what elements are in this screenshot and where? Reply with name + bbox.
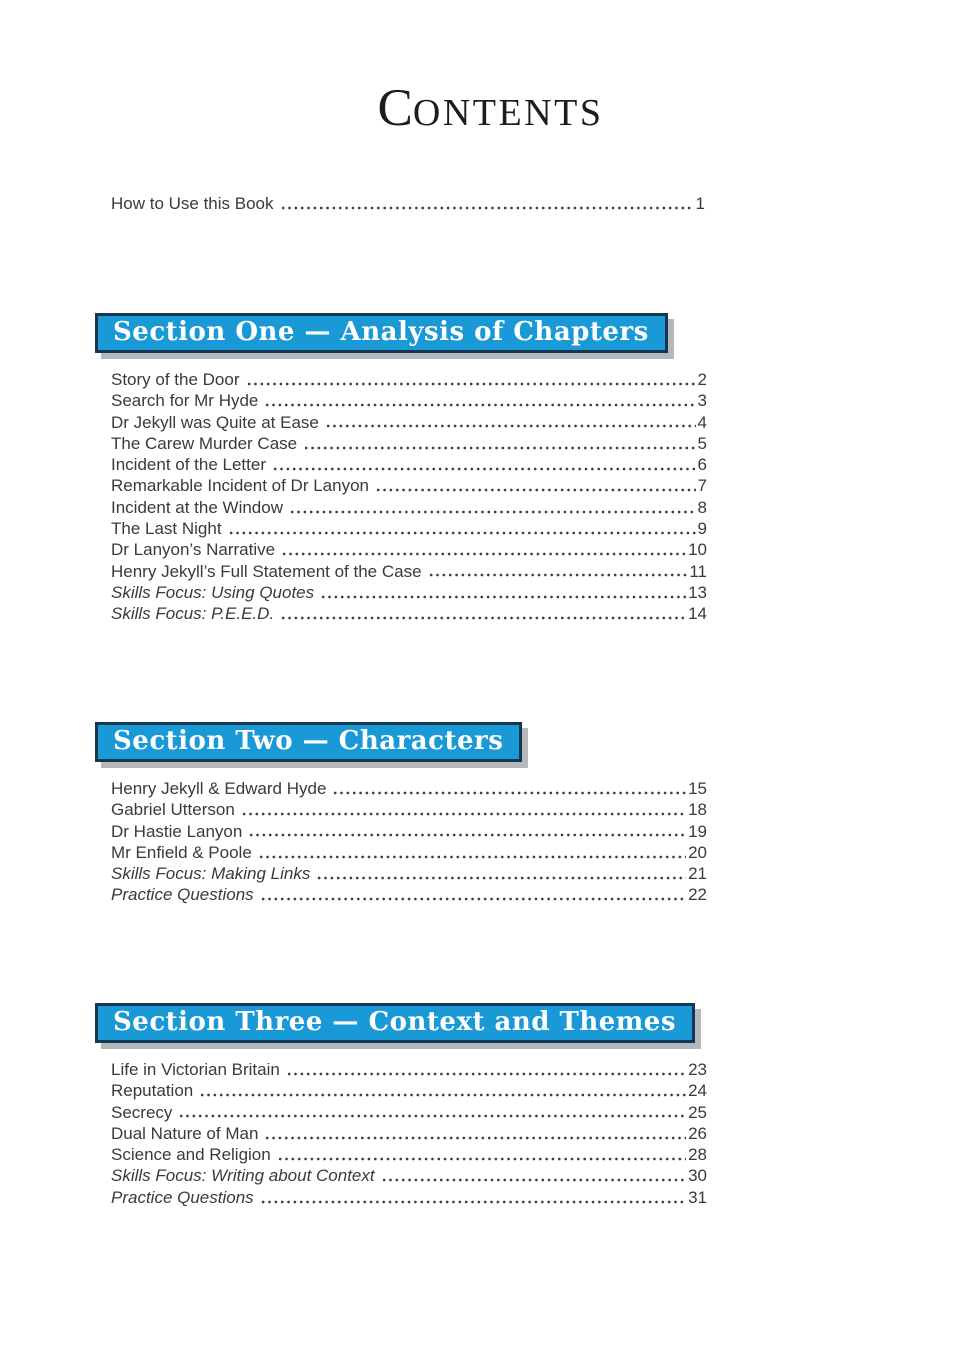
toc-entry-label: Skills Focus: Making Links bbox=[111, 864, 311, 884]
toc-entry-label: Practice Questions bbox=[111, 885, 254, 905]
page-title bbox=[10, 79, 961, 137]
dot-leader bbox=[260, 1187, 686, 1208]
toc-entry-label: Practice Questions bbox=[111, 1187, 254, 1207]
dot-leader bbox=[272, 454, 696, 475]
dot-leader bbox=[289, 497, 696, 518]
toc-page-number: 10 bbox=[688, 540, 707, 560]
dot-leader bbox=[228, 518, 696, 539]
toc-section bbox=[95, 722, 745, 906]
dot-leader bbox=[199, 1080, 686, 1101]
toc-page-number: 5 bbox=[697, 433, 707, 453]
dot-leader bbox=[428, 561, 688, 582]
toc-page-number: 31 bbox=[688, 1187, 707, 1207]
section-header-label: Section One — Analysis of Chapters bbox=[113, 317, 649, 347]
toc-entry bbox=[111, 475, 707, 496]
toc-entry bbox=[111, 1144, 707, 1165]
page-title-initial: C bbox=[377, 79, 413, 137]
toc-list bbox=[111, 1059, 707, 1208]
toc-entry bbox=[111, 1123, 707, 1144]
toc-page-number: 24 bbox=[688, 1081, 707, 1101]
toc-entry-label: Skills Focus: P.E.E.D. bbox=[111, 604, 275, 624]
toc-entry-label: Mr Enfield & Poole bbox=[111, 842, 252, 862]
dot-leader bbox=[178, 1102, 686, 1123]
toc-entry-label: Incident of the Letter bbox=[111, 455, 266, 475]
toc-page-number: 11 bbox=[689, 561, 707, 581]
toc-page-number: 25 bbox=[688, 1102, 707, 1122]
toc-entry-label: Henry Jekyll’s Full Statement of the Case bbox=[111, 561, 422, 581]
toc-page-number: 4 bbox=[697, 412, 707, 432]
toc-page-number: 19 bbox=[688, 821, 707, 841]
toc-entry bbox=[111, 454, 707, 475]
toc-page-number: 30 bbox=[688, 1166, 707, 1186]
dot-leader bbox=[280, 603, 686, 624]
dot-leader bbox=[375, 475, 696, 496]
toc-page-number: 20 bbox=[688, 842, 707, 862]
toc-page-number: 22 bbox=[688, 885, 707, 905]
dot-leader bbox=[258, 842, 686, 863]
dot-leader bbox=[264, 1123, 686, 1144]
toc-entry-label: Story of the Door bbox=[111, 370, 240, 389]
toc-entry-label: Henry Jekyll & Edward Hyde bbox=[111, 779, 327, 798]
toc-page-number: 23 bbox=[688, 1060, 707, 1079]
dot-leader bbox=[303, 433, 695, 454]
section-header-label: Section Three — Context and Themes bbox=[113, 1007, 676, 1037]
toc-section bbox=[95, 313, 745, 625]
toc-page-number: 28 bbox=[688, 1145, 707, 1165]
dot-leader bbox=[281, 539, 686, 560]
toc-page-number: 6 bbox=[697, 455, 707, 475]
toc-page-number: 15 bbox=[688, 779, 707, 798]
toc-entry bbox=[111, 863, 707, 884]
toc-entry bbox=[111, 433, 707, 454]
section-header-banner bbox=[95, 1003, 695, 1043]
toc-entry bbox=[111, 390, 707, 411]
dot-leader bbox=[260, 884, 686, 905]
dot-leader bbox=[248, 821, 686, 842]
toc-entry-label: How to Use this Book bbox=[111, 194, 274, 213]
toc-page-number: 26 bbox=[688, 1123, 707, 1143]
toc-entry-label: The Last Night bbox=[111, 519, 222, 539]
toc-page-number: 9 bbox=[697, 519, 707, 539]
toc-entry-label: Gabriel Utterson bbox=[111, 800, 235, 820]
toc-page-number: 7 bbox=[697, 476, 707, 496]
toc-entry-label: Life in Victorian Britain bbox=[111, 1060, 280, 1079]
toc-entry bbox=[111, 1059, 707, 1080]
dot-leader bbox=[241, 799, 686, 820]
toc-entry-label: The Carew Murder Case bbox=[111, 433, 298, 453]
toc-entry-label: Remarkable Incident of Dr Lanyon bbox=[111, 476, 369, 496]
section-header-banner bbox=[95, 313, 668, 353]
toc-list bbox=[111, 778, 707, 906]
section-header-banner bbox=[95, 722, 522, 762]
toc-entry bbox=[111, 821, 707, 842]
toc-entry bbox=[111, 561, 707, 582]
toc-entry bbox=[111, 842, 707, 863]
toc-page-number: 3 bbox=[697, 391, 707, 411]
toc-entry-label: Science and Religion bbox=[111, 1145, 271, 1165]
dot-leader bbox=[381, 1165, 686, 1186]
toc-entry bbox=[111, 884, 707, 905]
toc-entry-label: Secrecy bbox=[111, 1102, 173, 1122]
toc-entry bbox=[111, 1165, 707, 1186]
dot-leader bbox=[332, 778, 686, 799]
toc-entry bbox=[111, 778, 707, 799]
toc-page-number: 21 bbox=[688, 864, 707, 884]
section-header-label: Section Two — Characters bbox=[113, 726, 504, 756]
toc-entry bbox=[111, 518, 707, 539]
toc-entry bbox=[111, 1102, 707, 1123]
toc-page-number: 13 bbox=[688, 582, 707, 602]
toc-entry bbox=[111, 603, 707, 624]
toc-entry-label: Dr Hastie Lanyon bbox=[111, 821, 243, 841]
toc-entry-label: Reputation bbox=[111, 1081, 194, 1101]
toc-entry bbox=[111, 539, 707, 560]
toc-entry bbox=[111, 799, 707, 820]
toc-entry bbox=[111, 1080, 707, 1101]
toc-entry-label: Skills Focus: Writing about Context bbox=[111, 1166, 375, 1186]
dot-leader bbox=[286, 1059, 686, 1080]
toc-list bbox=[111, 369, 707, 625]
toc-entry bbox=[111, 497, 707, 518]
toc-page-number: 18 bbox=[688, 800, 707, 820]
dot-leader bbox=[316, 863, 686, 884]
toc-page-number: 1 bbox=[695, 194, 705, 213]
dot-leader bbox=[280, 193, 694, 214]
dot-leader bbox=[277, 1144, 686, 1165]
dot-leader bbox=[246, 369, 696, 390]
dot-leader bbox=[264, 390, 695, 411]
toc-entry bbox=[111, 582, 707, 603]
toc-entry-label: Skills Focus: Using Quotes bbox=[111, 582, 315, 602]
toc-entry-label: Dr Jekyll was Quite at Ease bbox=[111, 412, 319, 432]
toc-entry-label: Dr Lanyon’s Narrative bbox=[111, 540, 276, 560]
toc-section bbox=[95, 1003, 745, 1208]
page-title-rest: ONTENTS bbox=[412, 92, 604, 134]
toc-entry-label: Search for Mr Hyde bbox=[111, 391, 259, 411]
toc-page-number: 2 bbox=[697, 370, 707, 389]
toc-entry-label: Incident at the Window bbox=[111, 497, 283, 517]
dot-leader bbox=[320, 582, 686, 603]
toc-entry bbox=[111, 1187, 707, 1208]
toc-page-number: 8 bbox=[697, 497, 707, 517]
toc-entry bbox=[111, 412, 707, 433]
toc-entry-intro bbox=[111, 193, 705, 214]
toc-entry-label: Dual Nature of Man bbox=[111, 1123, 259, 1143]
toc-entry bbox=[111, 369, 707, 390]
dot-leader bbox=[325, 412, 696, 433]
toc-page-number: 14 bbox=[688, 604, 707, 624]
